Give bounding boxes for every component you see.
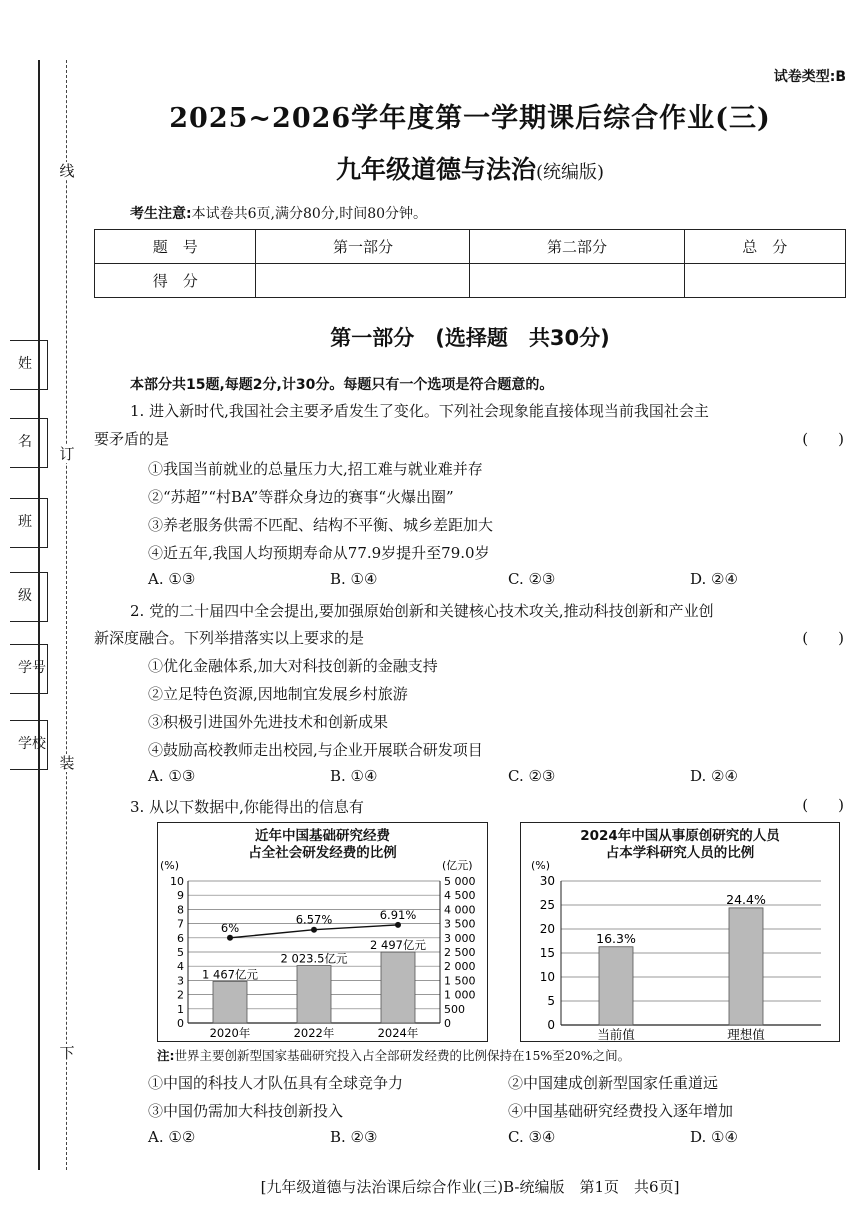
binding-field-box (10, 498, 48, 548)
note-label: 注: (157, 1048, 175, 1063)
question-2-stem-cont: 新深度融合。下列举措落实以上要求的是 (94, 629, 365, 647)
researchers-chart-svg (521, 823, 841, 1043)
y-tick-right: 3 500 (444, 917, 476, 931)
y-tick: 10 (539, 970, 555, 984)
question-2-option: ③积极引进国外先进技术和创新成果 (148, 713, 389, 731)
paper-type: 试卷类型:B (773, 69, 846, 85)
choice-c[interactable]: C. ③④ (508, 1128, 556, 1146)
score-cell[interactable] (470, 264, 684, 298)
choice-a[interactable]: A. ①③ (148, 767, 196, 785)
y-tick-right: 2 500 (444, 946, 476, 959)
y-tick: 30 (539, 874, 555, 888)
score-cell[interactable] (256, 264, 470, 298)
choice-d[interactable]: D. ②④ (690, 767, 738, 785)
score-header-cell: 题 号 (95, 230, 256, 264)
y-tick-left: 6 (177, 931, 184, 945)
binding-field-box (10, 644, 48, 694)
y-tick: 0 (547, 1018, 555, 1032)
choice-b[interactable]: B. ①④ (330, 570, 378, 588)
exam-notice (130, 203, 427, 223)
y-tick-left: 8 (177, 903, 184, 917)
question-3-option: ④中国基础研究经费投入逐年增加 (508, 1102, 734, 1120)
chart-original-researchers (520, 822, 840, 1042)
question-3-option: ③中国仍需加大科技创新投入 (148, 1102, 344, 1120)
chart-note (157, 1046, 630, 1064)
page-footer: [九年级道德与法治课后综合作业(三)B-统编版 第1页 共6页] (260, 1178, 680, 1196)
section-title: 第一部分 (选择题 共30分) (330, 326, 610, 350)
score-table-row (95, 264, 846, 298)
y-tick-right: 4 000 (444, 903, 476, 917)
y-tick: 15 (539, 946, 555, 960)
question-1-option: ②“苏超”“村BA”等群众身边的赛事“火爆出圈” (148, 488, 454, 506)
note-text: 世界主要创新型国家基础研究投入占全部研发经费的比例保持在15%至20%之间。 (174, 1048, 631, 1063)
question-3-stem: 3. 从以下数据中,你能得出的信息有 (130, 798, 364, 816)
question-1-option: ③养老服务供需不匹配、结构不平衡、城乡差距加大 (148, 516, 494, 534)
y-axis-label: (%) (531, 859, 551, 872)
bar (599, 947, 633, 1025)
line-value-label: 6.57% (295, 912, 333, 927)
question-2-option: ①优化金融体系,加大对科技创新的金融支持 (148, 657, 438, 675)
bar (381, 952, 415, 1023)
question-3-option: ②中国建成创新型国家任重道远 (508, 1074, 719, 1092)
choice-a[interactable]: A. ①② (148, 1128, 196, 1146)
binding-field-box (10, 418, 48, 468)
x-tick-label: 2022年 (293, 1026, 335, 1040)
binding-field: 学号 (18, 660, 46, 676)
chart-title: 近年中国基础研究经费 占全社会研发经费的比例 (248, 828, 397, 861)
question-1-option: ①我国当前就业的总量压力大,招工难与就业难并存 (148, 460, 483, 478)
bar-value-label: 2 023.5亿元 (280, 951, 348, 966)
page-title: 2025~2026学年度第一学期课后综合作业(三) (169, 103, 771, 134)
funding-chart-svg (158, 823, 489, 1043)
y-tick-left: 4 (177, 960, 184, 974)
bar-value-label: 16.3% (596, 930, 636, 946)
choice-d[interactable]: D. ①④ (690, 1128, 738, 1146)
y-tick-left: 5 (177, 946, 184, 959)
choice-b[interactable]: B. ②③ (330, 1128, 378, 1146)
y-tick: 25 (539, 898, 555, 912)
y-tick: 5 (547, 994, 555, 1008)
y-tick-right: 1 000 (444, 988, 476, 1002)
y-tick-left: 7 (177, 917, 184, 931)
question-1-stem: 1. 进入新时代,我国社会主要矛盾发生了变化。下列社会现象能直接体现当前我国社会主 (130, 402, 709, 420)
y-axis-left-label: (%) (160, 859, 180, 872)
question-1-option: ④近五年,我国人均预期寿命从77.9岁提升至79.0岁 (148, 544, 490, 562)
notice-text: 本试卷共6页,满分80分,时间80分钟。 (191, 206, 428, 222)
choice-c[interactable]: C. ②③ (508, 767, 556, 785)
x-tick-label: 2024年 (377, 1026, 419, 1040)
y-tick: 20 (539, 922, 555, 936)
bar-value-label: 1 467亿元 (202, 967, 258, 982)
y-tick-right: 2 000 (444, 960, 476, 974)
question-3-option: ①中国的科技人才队伍具有全球竞争力 (148, 1074, 404, 1092)
x-tick-label: 当前值 (597, 1027, 635, 1042)
score-table-header-row (95, 230, 846, 264)
bar (297, 966, 331, 1023)
bar-value-label: 2 497亿元 (370, 938, 426, 953)
y-axis-right-label: (亿元) (442, 859, 473, 872)
binding-field-box (10, 572, 48, 622)
binding-field: 名 (18, 434, 32, 450)
choice-d[interactable]: D. ②④ (690, 570, 738, 588)
y-tick-left: 3 (177, 974, 184, 988)
y-tick-left: 1 (177, 1002, 184, 1016)
y-tick-left: 2 (177, 988, 184, 1002)
answer-paren[interactable]: ( ) (802, 430, 844, 448)
binding-field-box (10, 720, 48, 770)
cut-line (66, 60, 67, 1170)
score-header-cell: 第一部分 (256, 230, 470, 264)
y-tick-right: 3 000 (444, 931, 476, 945)
subject-name: 九年级道德与法治 (335, 155, 536, 184)
bar (213, 981, 247, 1023)
y-tick-right: 500 (444, 1002, 465, 1016)
binding-mark-bind: 装 (59, 754, 75, 772)
line-point (311, 927, 317, 933)
y-tick-left: 0 (177, 1017, 184, 1030)
bar (729, 908, 763, 1025)
question-2-stem: 2. 党的二十届四中全会提出,要加强原始创新和关键核心技术攻关,推动科技创新和产业创 (130, 602, 714, 620)
choice-a[interactable]: A. ①③ (148, 570, 196, 588)
y-tick-right: 0 (444, 1017, 451, 1030)
binding-field: 姓 (18, 356, 32, 372)
question-2-option: ②立足特色资源,因地制宜发展乡村旅游 (148, 685, 408, 703)
binding-mark-line: 线 (59, 162, 75, 180)
binding-field: 班 (18, 514, 32, 530)
score-table (94, 229, 846, 298)
line-point (395, 922, 401, 928)
score-header-cell: 总 分 (684, 230, 845, 264)
score-row-label: 得 分 (95, 264, 256, 298)
notice-label: 考生注意: (130, 206, 192, 222)
y-tick-right: 4 500 (444, 889, 476, 903)
chart-research-funding (157, 822, 488, 1042)
answer-paren[interactable]: ( ) (802, 796, 844, 814)
y-tick-right: 1 500 (444, 974, 476, 988)
edition: (统编版) (535, 162, 605, 183)
line-value-label: 6% (220, 920, 240, 935)
y-tick-left: 9 (177, 889, 184, 903)
choice-c[interactable]: C. ②③ (508, 570, 556, 588)
binding-mark-below: 下 (59, 1044, 75, 1062)
score-header-cell: 第二部分 (470, 230, 684, 264)
binding-field-box (10, 340, 48, 390)
line-point (227, 935, 233, 941)
x-tick-label: 2020年 (209, 1026, 251, 1040)
line-value-label: 6.91% (379, 907, 417, 922)
binding-mark-staple: 订 (59, 445, 75, 463)
y-tick-left: 10 (170, 875, 184, 888)
binding-margin (0, 0, 90, 1228)
question-1-stem-cont: 要矛盾的是 (94, 430, 170, 448)
x-tick-label: 理想值 (727, 1027, 765, 1042)
chart-title: 2024年中国从事原创研究的人员 占本学科研究人员的比例 (580, 828, 780, 861)
question-2-option: ④鼓励高校教师走出校园,与企业开展联合研发项目 (148, 741, 483, 759)
binding-field: 学校 (18, 736, 46, 752)
subject-title (100, 150, 840, 186)
binding-field: 级 (18, 588, 32, 604)
answer-paren[interactable]: ( ) (802, 629, 844, 647)
score-cell[interactable] (684, 264, 845, 298)
section-intro: 本部分共15题,每题2分,计30分。每题只有一个选项是符合题意的。 (130, 377, 554, 393)
choice-b[interactable]: B. ①④ (330, 767, 378, 785)
y-tick-right: 5 000 (444, 875, 476, 888)
bar-value-label: 24.4% (726, 891, 766, 907)
